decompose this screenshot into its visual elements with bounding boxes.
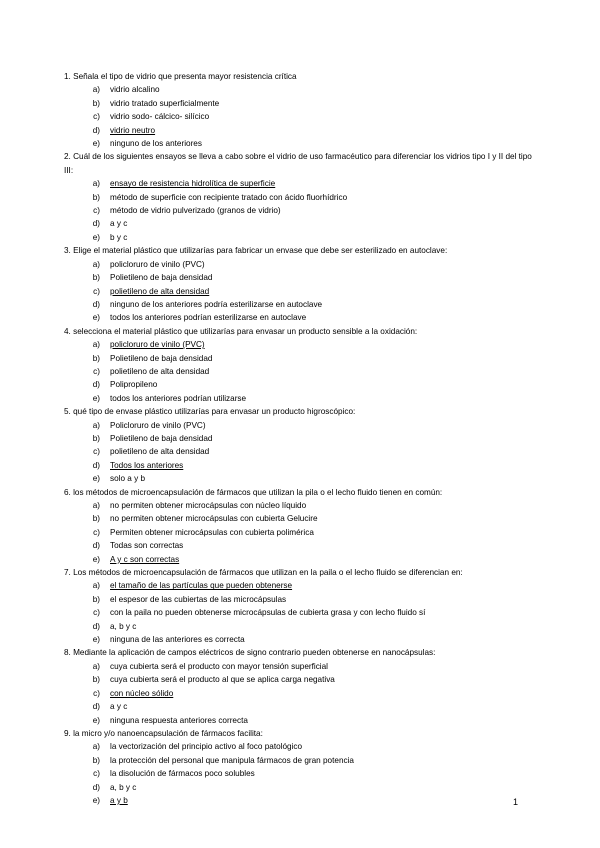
option-letter: c) <box>93 527 100 537</box>
answer-option <box>64 754 534 767</box>
answer-option <box>64 472 534 485</box>
answer-option <box>64 352 534 365</box>
question-text: 1. Señala el tipo de vidrio que presenta mayor resistencia crítica <box>64 72 297 81</box>
option-text: policloruro de vinilo (PVC) <box>110 259 205 269</box>
question-text: 3. Elige el material plástico que utilizarías para fabricar un envase que debe ser esterilizado en autoclave: <box>64 246 448 256</box>
option-letter: c) <box>93 286 100 296</box>
option-text-marked-answer: a y b <box>110 795 128 805</box>
answer-option <box>64 539 534 552</box>
option-letter: b) <box>92 273 100 283</box>
option-letter: c) <box>93 608 100 618</box>
option-text: con la paila no pueden obtenerse microcápsulas de cubierta grasa y con lecho fluido sí <box>110 608 426 618</box>
answer-option <box>64 673 534 686</box>
option-text: el espesor de las cubiertas de las microcápsulas <box>110 594 287 604</box>
answer-option <box>64 714 534 727</box>
option-letter: e) <box>92 393 100 403</box>
option-letter: c) <box>93 688 100 698</box>
answer-option <box>64 311 534 324</box>
option-text: la vectorización del principio activo al foco patológico <box>110 742 303 752</box>
option-letter: a) <box>92 259 100 269</box>
answer-option <box>64 298 534 311</box>
option-text: Polietileno de baja densidad <box>110 273 213 283</box>
option-text: ninguno de los anteriores podría esterilizarse en autoclave <box>110 299 323 309</box>
option-text: a, b y c <box>110 782 137 792</box>
option-text: ninguna de las anteriores es correcta <box>110 635 245 645</box>
answer-option <box>64 83 534 96</box>
option-text: polietileno de alta densidad <box>110 447 210 457</box>
answer-option <box>64 740 534 753</box>
option-text-marked-answer: polietileno de alta densidad <box>110 286 210 296</box>
answer-option <box>64 392 534 405</box>
option-letter: c) <box>93 206 100 216</box>
option-text-marked-answer: A y c son correctas <box>110 554 180 564</box>
option-letter: b) <box>92 755 100 765</box>
answer-option <box>64 217 534 230</box>
option-letter: c) <box>93 366 100 376</box>
option-letter: c) <box>93 447 100 457</box>
option-text: la protección del personal que manipula fármacos de gran potencia <box>110 755 354 765</box>
option-letter: d) <box>92 219 100 229</box>
option-text-marked-answer: policloruro de vinilo (PVC) <box>110 340 205 350</box>
option-letter: b) <box>92 514 100 524</box>
question-text: 2. Cuál de los siguientes ensayos se lleva a cabo sobre el vidrio de uso farmacéutico para diferenciar los vidrios tipo I y II del tipo III: <box>64 152 532 175</box>
question-text: 5. qué tipo de envase plástico utilizarías para envasar un producto higroscópico: <box>64 407 356 417</box>
answer-option <box>64 137 534 150</box>
option-letter: a) <box>92 85 100 95</box>
option-text: cuya cubierta será el producto con mayor tensión superficial <box>110 661 328 671</box>
option-text: no permiten obtener microcápsulas con núcleo líquido <box>110 501 307 510</box>
option-text: vidrio tratado superficialmente <box>110 98 220 108</box>
question-text: 8. Mediante la aplicación de campos eléctricos de signo contrario pueden obtenerse en nanocápsulas: <box>64 648 436 658</box>
option-letter: d) <box>92 299 100 309</box>
answer-option <box>64 378 534 391</box>
answer-option <box>64 177 534 190</box>
option-text-marked-answer: vidrio neutro <box>110 125 156 135</box>
option-letter: a) <box>92 581 100 591</box>
answer-option <box>64 97 534 110</box>
option-letter: d) <box>92 621 100 631</box>
answer-option <box>64 191 534 204</box>
option-letter: c) <box>93 769 100 779</box>
answer-option <box>64 258 534 271</box>
answer-option <box>64 432 534 445</box>
answer-option <box>64 633 534 646</box>
answer-option <box>64 445 534 458</box>
question-text: 7. Los métodos de microencapsulación de fármacos que utilizan en la paila o el lecho fluido se diferencian en: <box>64 568 463 578</box>
question-text: 9. la micro y/o nanoencapsulación de fármacos facilita: <box>64 728 263 738</box>
answer-option <box>64 204 534 217</box>
answer-option <box>64 271 534 284</box>
answer-option <box>64 124 534 137</box>
question-text: 6. los métodos de microencapsulación de fármacos que utilizan la pila o el lecho fluido tienen en común: <box>64 487 443 497</box>
answer-option <box>64 620 534 633</box>
option-letter: e) <box>92 795 100 805</box>
option-letter: b) <box>92 98 100 108</box>
option-text: vidrio sodo- cálcico- silícico <box>110 112 210 122</box>
option-text: b y c <box>110 232 128 242</box>
option-letter: a) <box>92 420 100 430</box>
option-text-marked-answer: Todos los anteriores <box>110 460 184 470</box>
answer-option <box>64 499 534 512</box>
option-text: Polietileno de baja densidad <box>110 433 213 443</box>
question-text: 4. selecciona el material plástico que utilizarías para envasar un producto sensible a la oxidación: <box>64 326 418 336</box>
option-text: todos los anteriores podrían utilizarse <box>110 393 247 403</box>
document-body <box>64 70 534 807</box>
option-text: Polipropileno <box>110 380 158 390</box>
answer-option <box>64 338 534 351</box>
answer-option <box>64 687 534 700</box>
option-text-marked-answer: el tamaño de las partículas que pueden obtenerse <box>110 581 293 591</box>
option-letter: b) <box>92 353 100 363</box>
option-letter: d) <box>92 541 100 551</box>
answer-option <box>64 285 534 298</box>
answer-option <box>64 794 534 807</box>
answer-option <box>64 512 534 525</box>
option-letter: e) <box>92 232 100 242</box>
option-letter: e) <box>92 139 100 149</box>
option-text: cuya cubierta será el producto al que se aplica carga negativa <box>110 675 335 685</box>
option-letter: e) <box>92 715 100 725</box>
page-number: 1 <box>513 797 519 807</box>
option-letter: a) <box>92 340 100 350</box>
answer-option <box>64 526 534 539</box>
answer-option <box>64 579 534 592</box>
option-text: método de vidrio pulverizado (granos de vidrio) <box>110 206 281 216</box>
option-text: ninguna respuesta anteriores correcta <box>110 715 248 725</box>
option-text-marked-answer: con núcleo sólido <box>110 688 174 698</box>
answer-option <box>64 553 534 566</box>
option-text: ninguno de los anteriores <box>110 139 202 149</box>
option-letter: d) <box>92 380 100 390</box>
option-text: la disolución de fármacos poco solubles <box>110 769 255 779</box>
option-text: no permiten obtener microcápsulas con cubierta Gelucire <box>110 514 318 524</box>
answer-option <box>64 700 534 713</box>
answer-option <box>64 419 534 432</box>
answer-option <box>64 660 534 673</box>
option-text: vidrio alcalino <box>110 85 160 95</box>
option-text: a, b y c <box>110 621 137 631</box>
answer-option <box>64 365 534 378</box>
option-letter: b) <box>92 192 100 202</box>
option-text-marked-answer: ensayo de resistencia hidrolítica de superficie <box>110 179 276 189</box>
option-text: método de superficie con recipiente tratado con ácido fluorhídrico <box>110 192 348 202</box>
answer-option <box>64 767 534 780</box>
option-letter: a) <box>92 501 100 510</box>
option-letter: e) <box>92 554 100 564</box>
option-letter: a) <box>92 661 100 671</box>
option-letter: e) <box>92 474 100 484</box>
option-letter: b) <box>92 675 100 685</box>
option-text: Polietileno de baja densidad <box>110 353 213 363</box>
option-letter: b) <box>92 433 100 443</box>
option-text: a y c <box>110 702 128 712</box>
option-text: solo a y b <box>110 474 146 484</box>
option-text: Permiten obtener microcápsulas con cubierta polimérica <box>110 527 314 537</box>
answer-option <box>64 781 534 794</box>
option-letter: e) <box>92 313 100 323</box>
option-text: a y c <box>110 219 128 229</box>
option-text: Policloruro de vinilo (PVC) <box>110 420 206 430</box>
option-letter: a) <box>92 742 100 752</box>
answer-option <box>64 593 534 606</box>
answer-option <box>64 110 534 123</box>
option-letter: a) <box>92 179 100 189</box>
option-text: Todas son correctas <box>110 541 184 551</box>
option-letter: d) <box>92 460 100 470</box>
answer-option <box>64 231 534 244</box>
answer-option <box>64 606 534 619</box>
option-letter: d) <box>92 702 100 712</box>
option-letter: d) <box>92 125 100 135</box>
option-letter: c) <box>93 112 100 122</box>
option-letter: d) <box>92 782 100 792</box>
option-text: todos los anteriores podrían esterilizarse en autoclave <box>110 313 307 323</box>
answer-option <box>64 459 534 472</box>
option-text: polietileno de alta densidad <box>110 366 210 376</box>
option-letter: e) <box>92 635 100 645</box>
option-letter: b) <box>92 594 100 604</box>
